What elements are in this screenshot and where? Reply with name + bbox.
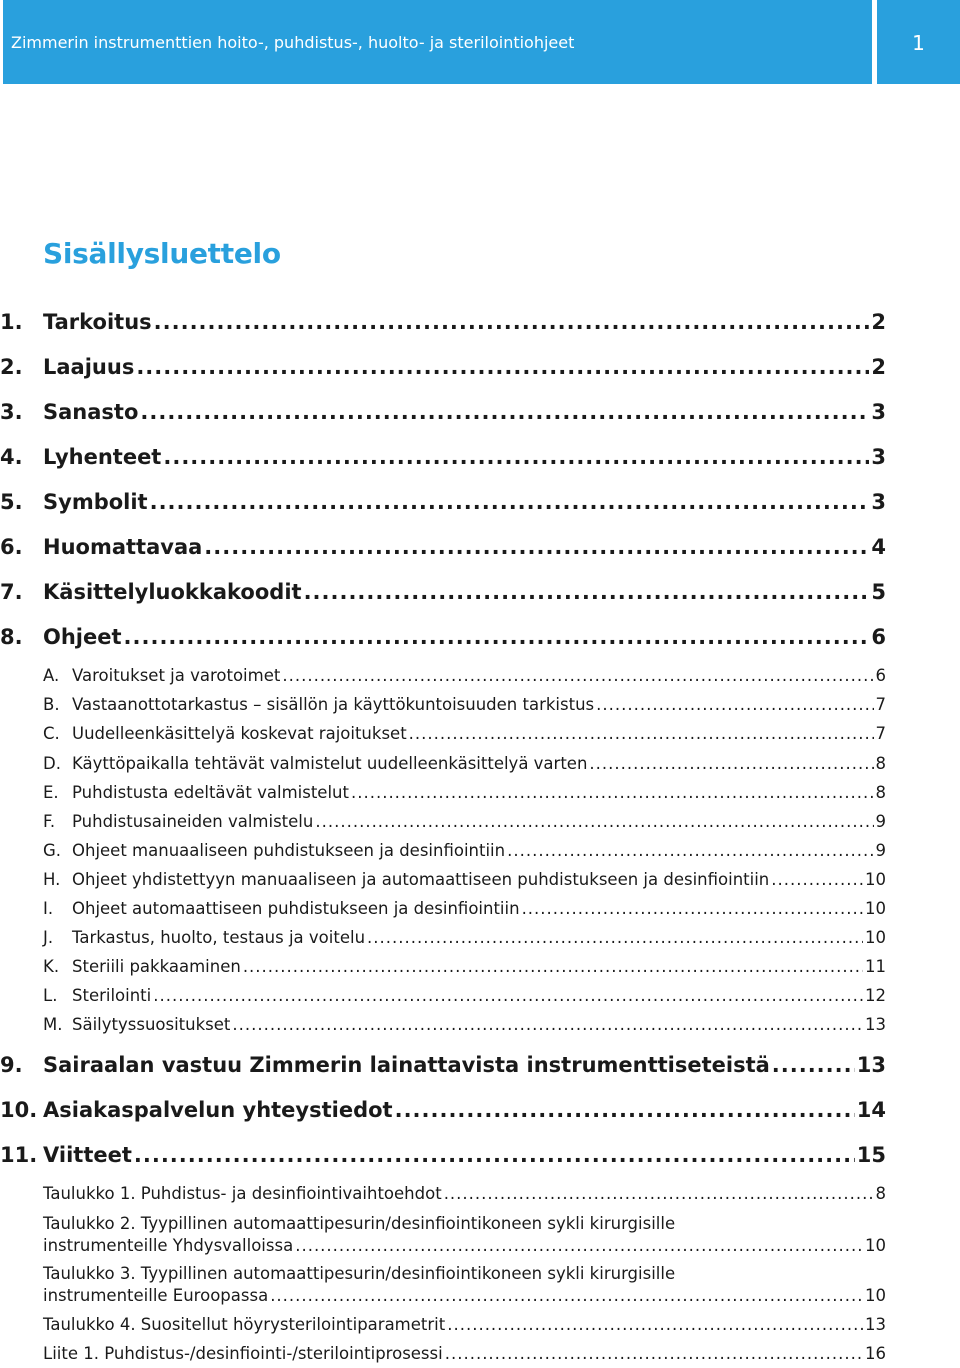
dot-leader (163, 445, 869, 469)
toc-entry-number: 11. (0, 1143, 38, 1167)
toc-subentry-letter: C. (43, 724, 60, 743)
toc-entry-number: 4. (0, 445, 23, 469)
toc-entry[interactable] (0, 490, 886, 514)
toc-subentry-title: Steriili pakkaaminen (72, 957, 241, 976)
toc-entry-page: 13 (856, 1053, 886, 1077)
toc-subentry-title: Puhdistusaineiden valmistelu (72, 812, 314, 831)
dot-leader (507, 841, 873, 860)
toc-subentry[interactable] (0, 841, 886, 860)
toc-subentry-page: 12 (865, 986, 886, 1005)
toc-entry-page: 6 (871, 625, 886, 649)
toc-subentry-page: 6 (875, 666, 886, 685)
toc-entry-page: 15 (856, 1143, 886, 1167)
toc-table-page: 13 (865, 1315, 886, 1334)
toc-subentry-page: 10 (865, 928, 886, 947)
toc-subentry-letter: E. (43, 783, 59, 802)
toc-entry-page: 5 (871, 580, 886, 604)
toc-subentry-page: 9 (875, 812, 886, 831)
toc-subentry-page: 9 (875, 841, 886, 860)
toc-table-entry[interactable] (43, 1183, 886, 1205)
dot-leader (351, 783, 874, 802)
toc-subentry-letter: J. (43, 928, 54, 947)
dot-leader (395, 1098, 855, 1122)
toc-entry-title: Tarkoitus (43, 310, 152, 334)
toc-entry-title: Viitteet (43, 1143, 132, 1167)
toc-subentry[interactable] (0, 899, 886, 918)
dot-leader (445, 1343, 863, 1365)
toc-subentry-page: 11 (865, 957, 886, 976)
toc-subentry[interactable] (0, 957, 886, 976)
toc-subentry-page: 8 (875, 783, 886, 802)
toc-subentry-title: Käyttöpaikalla tehtävät valmistelut uudelleenkäsittelyä varten (72, 754, 588, 773)
dot-leader (409, 724, 874, 743)
toc-subentry-page: 7 (875, 724, 886, 743)
toc-subentry-page: 13 (865, 1015, 886, 1034)
toc-subentry[interactable] (0, 812, 886, 831)
toc-appendix-page: 16 (865, 1344, 886, 1363)
toc-subentry-title: Ohjeet automaattiseen puhdistukseen ja desinfiointiin (72, 899, 520, 918)
toc-subentry[interactable] (0, 928, 886, 947)
toc-appendix-title: Liite 1. Puhdistus-/desinfiointi-/sterilointiprosessi (43, 1344, 443, 1363)
dot-leader (270, 1285, 863, 1307)
toc-entry-title: Asiakaspalvelun yhteystiedot (43, 1098, 393, 1122)
dot-leader (243, 957, 863, 976)
toc-subentry-letter: M. (43, 1015, 63, 1034)
toc-entry[interactable] (0, 445, 886, 469)
toc-subentry-title: Uudelleenkäsittelyä koskevat rajoitukset (72, 724, 407, 743)
dot-leader (367, 928, 863, 947)
toc-subentry[interactable] (0, 666, 886, 685)
toc-entry[interactable] (0, 580, 886, 604)
toc-entry[interactable] (0, 355, 886, 379)
toc-table-title: Taulukko 3. Tyypillinen automaattipesurin/desinfiointikoneen sykli kirurgisille (43, 1264, 676, 1283)
dot-leader (124, 625, 870, 649)
toc-subentry[interactable] (0, 695, 886, 714)
toc-entry-number: 7. (0, 580, 23, 604)
toc-entry-title: Symbolit (43, 490, 148, 514)
toc-entry-page: 3 (871, 445, 886, 469)
dot-leader (771, 870, 863, 889)
toc-entry-page: 3 (871, 400, 886, 424)
toc-entry-number: 8. (0, 625, 23, 649)
toc-entry[interactable] (0, 400, 886, 424)
toc-subentry-page: 10 (865, 870, 886, 889)
dot-leader (447, 1314, 863, 1336)
toc-subentry-page: 7 (875, 695, 886, 714)
toc-subentry-title: Varoitukset ja varotoimet (72, 666, 281, 685)
toc-entry-title: Laajuus (43, 355, 135, 379)
toc-subentry-letter: K. (43, 957, 60, 976)
toc-entry-number: 3. (0, 400, 23, 424)
toc-heading: Sisällysluettelo (43, 237, 281, 270)
dot-leader (232, 1015, 863, 1034)
toc-entry-number: 9. (0, 1053, 23, 1077)
dot-leader (444, 1183, 874, 1205)
toc-subentry-letter: B. (43, 695, 60, 714)
dot-leader (596, 695, 873, 714)
toc-entry-number: 6. (0, 535, 23, 559)
toc-entry-title: Lyhenteet (43, 445, 162, 469)
toc-subentry-letter: A. (43, 666, 60, 685)
toc-subentry[interactable] (0, 754, 886, 773)
toc-subentry-title: Ohjeet yhdistettyyn manuaaliseen ja automaattiseen puhdistukseen ja desinfiointiin (72, 870, 770, 889)
toc-entry-page: 3 (871, 490, 886, 514)
toc-subentry[interactable] (0, 783, 886, 802)
toc-table-title: Taulukko 2. Tyypillinen automaattipesurin/desinfiointikoneen sykli kirurgisille (43, 1214, 676, 1233)
dot-leader (315, 812, 873, 831)
dot-leader (150, 490, 870, 514)
toc-entry-page: 2 (871, 355, 886, 379)
header-banner (3, 0, 872, 84)
toc-entry-title: Sanasto (43, 400, 139, 424)
toc-subentry[interactable] (0, 870, 886, 889)
dot-leader (304, 580, 870, 604)
document-title: Zimmerin instrumenttien hoito-, puhdistus-, huolto- ja sterilointiohjeet (11, 33, 575, 52)
toc-entry[interactable] (0, 310, 886, 334)
dot-leader (772, 1053, 855, 1077)
toc-entry-number: 10. (0, 1098, 38, 1122)
toc-table-page: 10 (865, 1286, 886, 1305)
toc-table-title-cont: instrumenteille Yhdysvalloissa (43, 1236, 294, 1255)
toc-table-page: 10 (865, 1236, 886, 1255)
dot-leader (136, 355, 869, 379)
toc-entry-page: 4 (871, 535, 886, 559)
dot-leader (153, 986, 863, 1005)
toc-entry-title: Käsittelyluokkakoodit (43, 580, 302, 604)
toc-appendix-entry[interactable] (43, 1343, 886, 1365)
toc-subentry-title: Sterilointi (72, 986, 152, 1005)
toc-subentry-title: Säilytyssuositukset (72, 1015, 231, 1034)
toc-entry[interactable] (0, 1143, 886, 1167)
toc-subentry-letter: L. (43, 986, 58, 1005)
page-number: 1 (912, 31, 925, 55)
toc-entry-number: 2. (0, 355, 23, 379)
toc-entry[interactable] (0, 625, 886, 649)
dot-leader (282, 666, 873, 685)
toc-subentry-title: Puhdistusta edeltävät valmistelut (72, 783, 349, 802)
toc-entry-page: 2 (871, 310, 886, 334)
toc-subentry-letter: H. (43, 870, 61, 889)
toc-table-entry[interactable] (43, 1213, 886, 1257)
toc-table-title-cont: instrumenteille Euroopassa (43, 1286, 269, 1305)
dot-leader (204, 535, 869, 559)
toc-subentry[interactable] (0, 724, 886, 743)
toc-subentry-title: Ohjeet manuaaliseen puhdistukseen ja desinfiointiin (72, 841, 506, 860)
toc-entry-title: Ohjeet (43, 625, 122, 649)
toc-entry[interactable] (0, 535, 886, 559)
toc-subentry-letter: G. (43, 841, 62, 860)
toc-entry-title: Huomattavaa (43, 535, 203, 559)
toc-subentry-page: 8 (875, 754, 886, 773)
toc-subentry-page: 10 (865, 899, 886, 918)
dot-leader (154, 310, 870, 334)
toc-subentry-title: Tarkastus, huolto, testaus ja voitelu (72, 928, 366, 947)
toc-entry-title: Sairaalan vastuu Zimmerin lainattavista instrumenttiseteistä (43, 1053, 770, 1077)
toc-entry-number: 1. (0, 310, 23, 334)
toc-subentry-title: Vastaanottotarkastus – sisällön ja käyttökuntoisuuden tarkistus (72, 695, 595, 714)
toc-table-page: 8 (875, 1184, 886, 1203)
toc-table-title: Taulukko 1. Puhdistus- ja desinfiointivaihtoehdot (43, 1184, 442, 1203)
toc-subentry-letter: I. (43, 899, 54, 918)
toc-entry[interactable] (0, 1053, 886, 1077)
toc-entry[interactable] (0, 1098, 886, 1122)
page-number-box (877, 0, 960, 84)
toc-table-entry[interactable] (43, 1314, 886, 1336)
toc-subentry[interactable] (0, 1015, 886, 1034)
toc-subentry-letter: F. (43, 812, 56, 831)
toc-subentry[interactable] (0, 986, 886, 1005)
dot-leader (295, 1235, 863, 1257)
toc-table-title: Taulukko 4. Suositellut höyrysterilointiparametrit (43, 1315, 446, 1334)
toc-entry-page: 14 (856, 1098, 886, 1122)
toc-table-entry[interactable] (43, 1263, 886, 1307)
toc-subentry-letter: D. (43, 754, 61, 773)
dot-leader (140, 400, 869, 424)
toc-entry-number: 5. (0, 490, 23, 514)
dot-leader (522, 899, 863, 918)
dot-leader (134, 1143, 855, 1167)
dot-leader (589, 754, 873, 773)
